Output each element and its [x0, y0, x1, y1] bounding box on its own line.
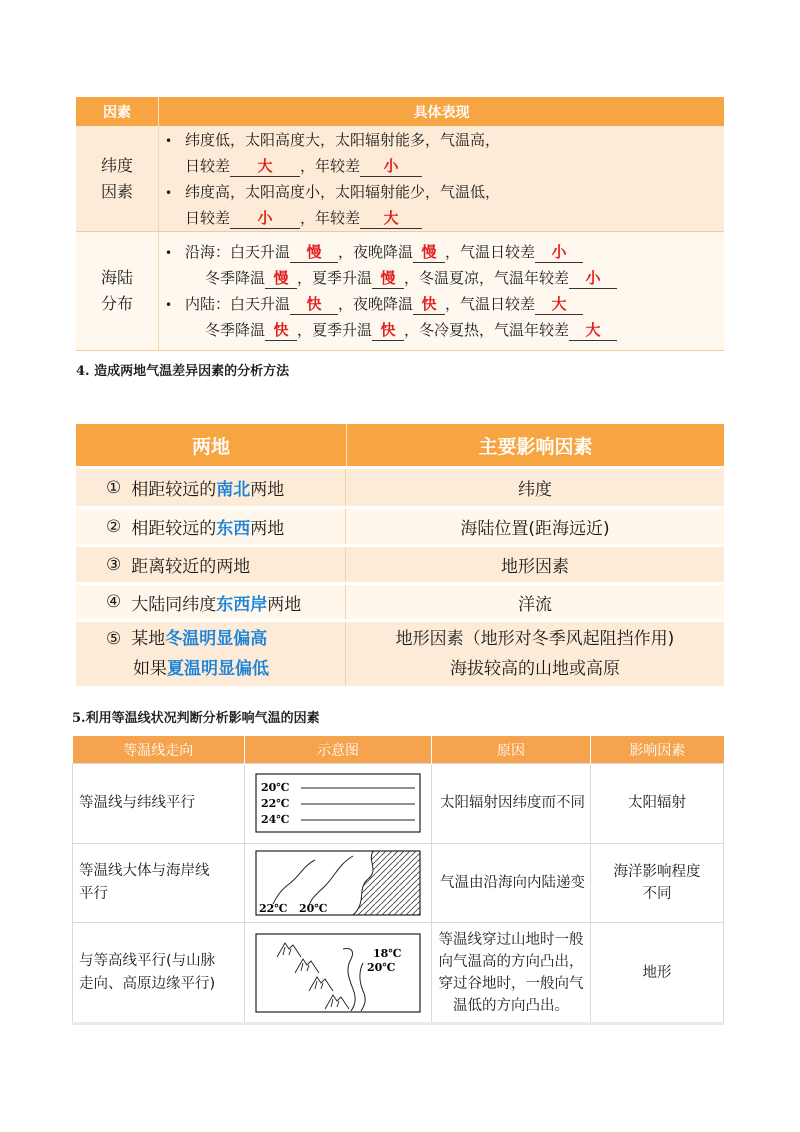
- latitude-isotherm-diagram: [255, 773, 421, 833]
- text-line: [165, 205, 724, 231]
- isotherm-label: 22℃: [261, 797, 290, 811]
- table-shadow: [72, 1022, 724, 1025]
- header-direction: 等温线走向: [73, 736, 245, 764]
- header-cause: 原因: [432, 736, 591, 764]
- text: ，夏季升温: [297, 321, 373, 339]
- text-line: [165, 127, 724, 153]
- place-cell: [76, 622, 346, 686]
- place-cell: [76, 509, 346, 544]
- bullet: •: [165, 185, 173, 200]
- highlight: 夏温明显偏低: [167, 659, 269, 679]
- answer: 大: [360, 208, 422, 229]
- answer: 大: [230, 156, 300, 177]
- answer: 快: [413, 294, 445, 315]
- header-main-factor: 主要影响因素: [478, 435, 593, 458]
- table-row: [76, 126, 724, 232]
- answer: 慢: [265, 268, 297, 289]
- text: 相距较远的: [131, 480, 217, 500]
- factor-label: 纬度: [100, 155, 133, 175]
- section-heading-5: 5.利用等温线状况判断分析影响气温的因素: [72, 711, 320, 726]
- text-line: 向气温高的方向凸出，: [438, 953, 584, 970]
- text-line: [165, 153, 724, 179]
- cause-cell: 气温由沿海向内陆递变: [432, 843, 591, 923]
- text: ，冬温夏凉，气温年较差: [404, 269, 570, 287]
- answer: 大: [535, 294, 583, 315]
- text: 大陆同纬度: [131, 594, 217, 615]
- text: 相距较远的: [131, 519, 217, 539]
- text-line: [165, 317, 724, 343]
- answer: 快: [265, 320, 297, 341]
- text: 冬季降温: [205, 269, 266, 287]
- diagram-cell: [245, 923, 432, 1023]
- table-row: [76, 469, 724, 506]
- text-line: 温低的方向凸出。: [453, 997, 569, 1014]
- header-diagram: 示意图: [245, 736, 432, 764]
- text: ，气温日较差: [445, 295, 536, 313]
- text-line: [165, 179, 724, 205]
- text: 距离较近的两地: [131, 557, 251, 577]
- header-influence: 影响因素: [591, 736, 724, 764]
- text-line: 平行: [79, 886, 108, 902]
- isotherm-label: 20℃: [367, 960, 396, 974]
- highlight: 南北: [216, 480, 251, 500]
- table-row: [73, 843, 724, 923]
- bullet: •: [165, 133, 173, 148]
- table-header: [76, 424, 724, 466]
- table-row: [76, 547, 724, 582]
- row-number: ③: [106, 554, 122, 575]
- text-line: 等温线穿过山地时一般: [438, 931, 584, 948]
- detail-cell: [159, 232, 725, 351]
- isotherm-label: 20℃: [261, 781, 290, 795]
- analysis-method-table: [76, 424, 724, 686]
- influence-cell: 太阳辐射: [591, 764, 724, 844]
- coastline-isotherm-diagram: [255, 850, 421, 916]
- table-row: [73, 764, 724, 844]
- header-two-places: 两地: [76, 424, 347, 466]
- factor-cell: 海陆位置(距海远近): [460, 519, 610, 539]
- text: 纬度低，太阳高度大，太阳辐射能多，气温高，: [185, 130, 501, 149]
- direction-cell: [73, 843, 245, 923]
- text-line: [165, 265, 724, 291]
- text: ，年较差: [300, 208, 361, 227]
- text: ，冬冷夏热，气温年较差: [404, 321, 570, 339]
- text-line: 穿过谷地时，一般向气: [438, 975, 584, 992]
- header-detail: 具体表现: [159, 97, 725, 126]
- place-cell: [76, 547, 346, 582]
- text: ，夜晚降温: [338, 295, 414, 313]
- factor-cell: 纬度: [518, 480, 552, 500]
- table-row: [76, 232, 724, 351]
- isotherm-label: 18℃: [373, 946, 402, 960]
- answer: 慢: [413, 242, 445, 263]
- highlight: 东西: [216, 519, 251, 539]
- text: 日较差: [185, 208, 231, 227]
- text-line: 与等高线平行(与山脉: [79, 952, 216, 969]
- answer: 小: [360, 156, 422, 177]
- factors-table: [76, 97, 724, 351]
- factor-latitude: [76, 126, 159, 232]
- text-line: [106, 624, 267, 654]
- diagram-cell: [245, 764, 432, 844]
- answer: 慢: [290, 242, 338, 263]
- influence-cell: 地形: [591, 923, 724, 1023]
- isotherm-label: 24℃: [261, 813, 290, 827]
- factor-label: 海陆: [100, 268, 133, 287]
- place-cell: [76, 585, 346, 619]
- text: ，夜晚降温: [338, 243, 414, 261]
- answer: 大: [569, 320, 617, 341]
- text-line: 海洋影响程度: [613, 864, 701, 880]
- answer: 慢: [372, 268, 404, 289]
- cause-cell: [432, 923, 591, 1023]
- answer: 小: [569, 268, 617, 289]
- text-line: [165, 239, 724, 265]
- text-line: 地形因素（地形对冬季风起阻挡作用): [395, 629, 675, 649]
- table-row: [76, 585, 724, 619]
- row-number: ①: [106, 477, 122, 498]
- factor-cell: 地形因素: [501, 557, 569, 577]
- text: 冬季降温: [205, 321, 266, 339]
- highlight: 冬温明显偏高: [165, 629, 268, 649]
- direction-cell: [73, 923, 245, 1023]
- text: 日较差: [185, 156, 231, 175]
- factor-cell: [346, 622, 724, 686]
- text: 两地: [250, 480, 285, 500]
- detail-cell: [159, 126, 725, 232]
- text: 如果: [133, 659, 167, 679]
- table-row: [76, 509, 724, 544]
- text-line: [165, 291, 724, 317]
- table-row: [76, 622, 724, 686]
- answer: 小: [230, 208, 300, 229]
- influence-cell: [591, 843, 724, 923]
- row-number: ⑤: [106, 629, 122, 649]
- section-heading-4: 4. 造成两地气温差异因素的分析方法: [76, 364, 290, 379]
- answer: 快: [372, 320, 404, 341]
- text-line: 海拔较高的山地或高原: [450, 659, 620, 679]
- text-line: [106, 654, 269, 684]
- row-number: ②: [106, 516, 122, 537]
- factor-label: 分布: [100, 294, 133, 313]
- text: ，气温日较差: [445, 243, 536, 261]
- direction-cell: 等温线与纬线平行: [73, 764, 245, 844]
- answer: 快: [290, 294, 338, 315]
- text: 内陆：白天升温: [185, 295, 291, 313]
- text: 某地: [131, 629, 166, 649]
- isotherm-table: [72, 736, 724, 1023]
- text: ，年较差: [300, 156, 361, 175]
- text-line: 走向、高原边缘平行): [79, 975, 216, 992]
- row-number: ④: [106, 592, 122, 612]
- isotherm-label: 22℃: [259, 902, 288, 915]
- text: 纬度高，太阳高度小，太阳辐射能少，气温低，: [185, 182, 501, 201]
- highlight: 东西岸: [216, 594, 268, 615]
- table-row: [73, 923, 724, 1023]
- text: ，夏季升温: [297, 269, 373, 287]
- bullet: •: [165, 246, 173, 260]
- header-factor: 因素: [76, 97, 159, 126]
- factor-land-sea: [76, 232, 159, 351]
- cause-cell: 太阳辐射因纬度而不同: [432, 764, 591, 844]
- text: 两地: [250, 519, 285, 539]
- text: 沿海：白天升温: [185, 243, 291, 261]
- terrain-isotherm-diagram: [255, 933, 421, 1013]
- factor-label: 因素: [100, 181, 133, 201]
- isotherm-label: 20℃: [299, 902, 328, 915]
- bullet: •: [165, 298, 173, 312]
- diagram-cell: [245, 843, 432, 923]
- text: 两地: [267, 594, 302, 615]
- text-line: 不同: [642, 886, 672, 902]
- factor-cell: 洋流: [518, 594, 552, 615]
- answer: 小: [535, 242, 583, 263]
- place-cell: [76, 469, 346, 506]
- text-line: 等温线大体与海岸线: [79, 863, 210, 879]
